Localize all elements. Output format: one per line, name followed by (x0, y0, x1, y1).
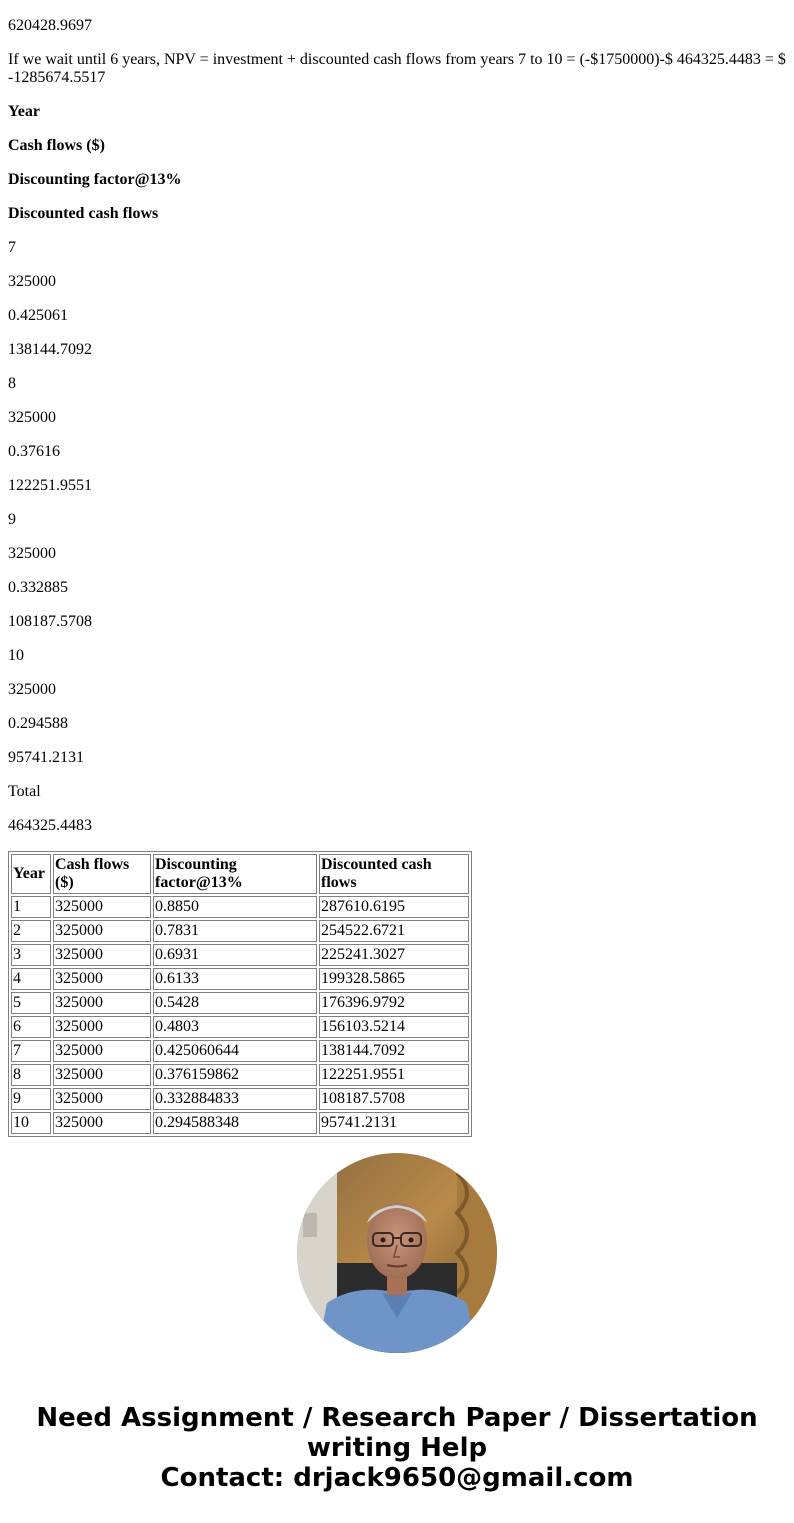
cell-factor: 0.6133 (153, 968, 317, 990)
heading-year-text: Year (8, 103, 40, 120)
cell-factor: 0.7831 (153, 920, 317, 942)
heading-discounted-cash-flows (8, 205, 158, 223)
loose-factor: 0.294588 (8, 715, 68, 732)
heading-discount-factor-text: Discounting factor@13% (8, 171, 182, 188)
loose-cash-flow: 325000 (8, 273, 56, 290)
cell-year: 1 (11, 896, 51, 918)
cell-year: 10 (11, 1112, 51, 1134)
loose-discounted: 122251.9551 (8, 477, 92, 494)
table-row (11, 1040, 469, 1062)
cell-discounted: 156103.5214 (319, 1016, 469, 1038)
heading-cash-flows-text: Cash flows ($) (8, 137, 105, 154)
cell-factor: 0.4803 (153, 1016, 317, 1038)
heading-discounted-cash-flows-text: Discounted cash flows (8, 205, 159, 222)
table-row (11, 896, 469, 918)
heading-cash-flows (8, 137, 105, 155)
loose-cash-flow: 325000 (8, 409, 56, 426)
loose-discounted: 138144.7092 (8, 341, 92, 358)
cell-discounted: 138144.7092 (319, 1040, 469, 1062)
loose-factor: 0.37616 (8, 443, 60, 460)
loose-factor: 0.332885 (8, 579, 68, 596)
cell-year: 6 (11, 1016, 51, 1038)
intro-value: 620428.9697 (8, 17, 92, 34)
col-header-discount-factor: Discounting factor@13% (153, 854, 317, 894)
avatar (297, 1153, 497, 1353)
cell-cash-flow: 325000 (53, 1064, 151, 1086)
total-value: 464325.4483 (8, 817, 92, 834)
cell-cash-flow: 325000 (53, 920, 151, 942)
cell-factor: 0.376159862 (153, 1064, 317, 1086)
heading-year (8, 103, 40, 121)
cell-discounted: 108187.5708 (319, 1088, 469, 1110)
loose-cash-flow: 325000 (8, 681, 56, 698)
footer-line-2: writing Help (306, 1433, 488, 1463)
cell-year: 5 (11, 992, 51, 1014)
loose-cash-flow: 325000 (8, 545, 56, 562)
cell-factor: 0.425060644 (153, 1040, 317, 1062)
cell-year: 2 (11, 920, 51, 942)
table-row (11, 944, 469, 966)
table-row (11, 920, 469, 942)
cell-discounted: 199328.5865 (319, 968, 469, 990)
loose-year: 7 (8, 239, 16, 256)
col-header-year: Year (11, 854, 51, 894)
loose-year: 8 (8, 375, 16, 392)
cell-cash-flow: 325000 (53, 944, 151, 966)
cell-year: 8 (11, 1064, 51, 1086)
col-header-cash-flows: Cash flows ($) (53, 854, 151, 894)
table-row (11, 992, 469, 1014)
cell-factor: 0.6931 (153, 944, 317, 966)
cell-year: 7 (11, 1040, 51, 1062)
table-row (11, 968, 469, 990)
cell-factor: 0.332884833 (153, 1088, 317, 1110)
loose-discounted: 108187.5708 (8, 613, 92, 630)
footer-line-1: Need Assignment / Research Paper / Dissertation (36, 1403, 758, 1433)
table-row (11, 1064, 469, 1086)
cell-factor: 0.294588348 (153, 1112, 317, 1134)
cell-discounted: 225241.3027 (319, 944, 469, 966)
avatar-portrait (297, 1153, 497, 1353)
loose-year: 10 (8, 647, 24, 664)
table-row (11, 1112, 469, 1134)
cell-year: 9 (11, 1088, 51, 1110)
cash-flow-table (8, 851, 472, 1137)
total-label: Total (8, 783, 41, 800)
cell-discounted: 287610.6195 (319, 896, 469, 918)
cell-discounted: 176396.9792 (319, 992, 469, 1014)
cell-year: 4 (11, 968, 51, 990)
cell-discounted: 95741.2131 (319, 1112, 469, 1134)
cell-discounted: 122251.9551 (319, 1064, 469, 1086)
footer-contact-email: Contact: drjack9650@gmail.com (160, 1463, 634, 1493)
cell-cash-flow: 325000 (53, 968, 151, 990)
loose-factor: 0.425061 (8, 307, 68, 324)
cell-cash-flow: 325000 (53, 992, 151, 1014)
heading-discount-factor (8, 171, 182, 189)
wait-sentence: If we wait until 6 years, NPV = investment + discounted cash flows from years 7 to 10 = (-$1750000)-$ 464325.4483 = $ -1285674.5517 (8, 51, 786, 86)
cell-cash-flow: 325000 (53, 1088, 151, 1110)
cell-discounted: 254522.6721 (319, 920, 469, 942)
table-row (11, 1088, 469, 1110)
cell-cash-flow: 325000 (53, 1112, 151, 1134)
cell-cash-flow: 325000 (53, 1040, 151, 1062)
loose-year: 9 (8, 511, 16, 528)
cell-year: 3 (11, 944, 51, 966)
cell-factor: 0.5428 (153, 992, 317, 1014)
cell-cash-flow: 325000 (53, 1016, 151, 1038)
col-header-discounted-cash-flows: Discounted cash flows (319, 854, 469, 894)
cell-cash-flow: 325000 (53, 896, 151, 918)
footer-contact (0, 1403, 794, 1493)
table-header-row (11, 854, 469, 894)
cell-factor: 0.8850 (153, 896, 317, 918)
loose-discounted: 95741.2131 (8, 749, 84, 766)
table-row (11, 1016, 469, 1038)
